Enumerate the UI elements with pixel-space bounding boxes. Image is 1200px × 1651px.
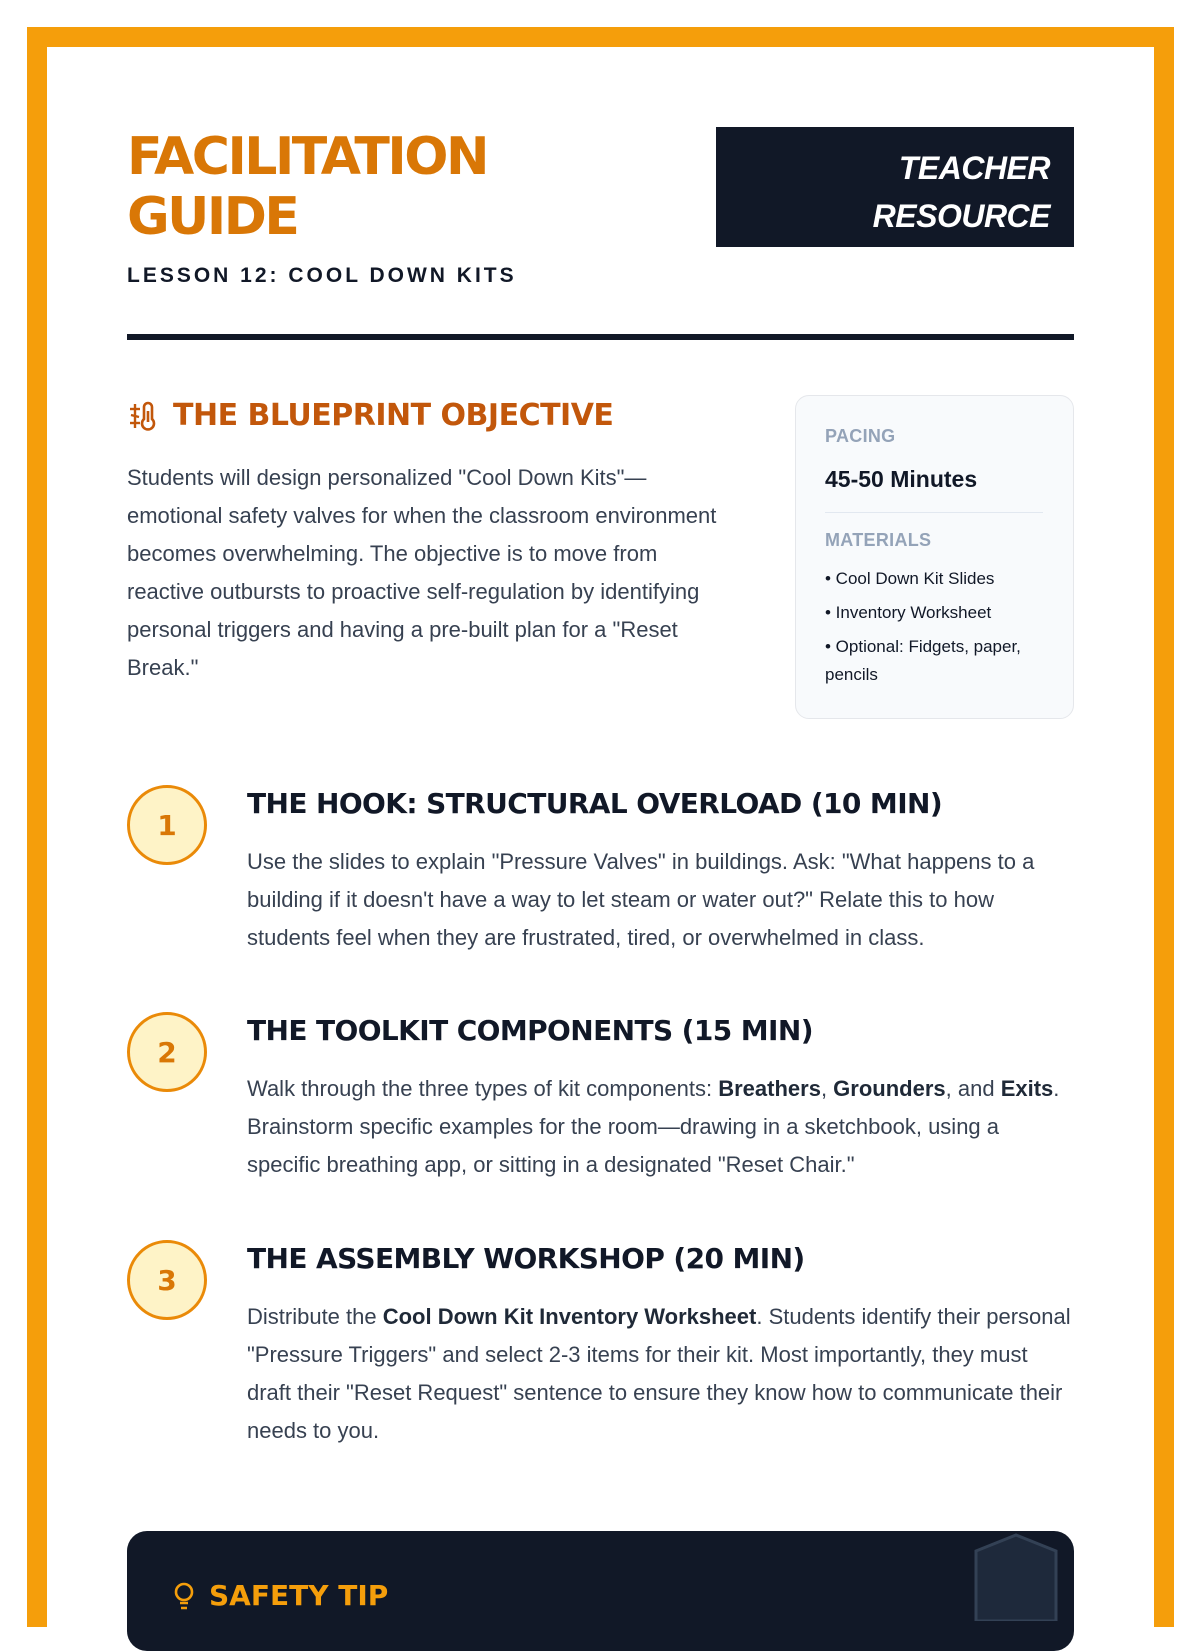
step-number-badge: 1 <box>127 785 207 865</box>
safety-tip-box <box>127 1531 1074 1651</box>
document-title <box>127 127 647 247</box>
lesson-label: LESSON 12: COOL DOWN KITS <box>127 264 517 287</box>
materials-list <box>825 565 1043 689</box>
worksheet-name: Cool Down Kit Inventory Worksheet <box>382 1304 757 1329</box>
materials-item: • Inventory Worksheet <box>825 603 992 622</box>
materials-item: • Optional: Fidgets, paper, pencils <box>825 637 1021 684</box>
component-grounders: Grounders <box>833 1076 946 1101</box>
safety-tip-label: SAFETY TIP <box>209 1579 389 1612</box>
lightbulb-icon <box>171 1581 197 1611</box>
step-number-badge: 2 <box>127 1012 207 1092</box>
objective-heading <box>127 398 613 433</box>
materials-item: • Cool Down Kit Slides <box>825 569 995 588</box>
component-breathers: Breathers <box>718 1076 821 1101</box>
materials-label: MATERIALS <box>825 530 932 550</box>
pacing-materials-card <box>795 395 1074 719</box>
card-divider <box>825 512 1043 513</box>
safety-tip-title <box>171 1579 388 1612</box>
step-number-badge: 3 <box>127 1240 207 1320</box>
pacing-value: 45-50 Minutes <box>825 466 978 492</box>
badge-line-1: TEACHER <box>898 150 1050 186</box>
step-text: Distribute the Cool Down Kit Inventory Worksheet. Students identify their personal "Pressure Triggers" and select 2-3 items for their kit. Most importantly, they must draft their "Reset Request" sentence to ensure they know how to communicate their needs to you. <box>247 1304 1071 1443</box>
pacing-label: PACING <box>825 426 896 446</box>
header-divider <box>127 334 1074 340</box>
shield-icon <box>954 1531 1074 1621</box>
objective-heading-text: THE BLUEPRINT OBJECTIVE <box>173 398 614 433</box>
teacher-resource-badge <box>716 127 1074 247</box>
step-title: THE ASSEMBLY WORKSHOP (20 MIN) <box>247 1242 805 1275</box>
component-exits: Exits <box>1000 1076 1054 1101</box>
step-title: THE TOOLKIT COMPONENTS (15 MIN) <box>247 1014 813 1047</box>
thermometer-icon <box>127 399 161 433</box>
badge-line-2: RESOURCE <box>872 198 1050 234</box>
step-text: Use the slides to explain "Pressure Valves" in buildings. Ask: "What happens to a building if it doesn't have a way to let steam or water out?" Relate this to how students feel when they are frustrated, tired, or overwhelmed in class. <box>247 849 1035 950</box>
objective-text: Students will design personalized "Cool Down Kits"—emotional safety valves for when the classroom environment becomes overwhelming. The objective is to move from reactive outbursts to proactive self-regulation by identifying personal triggers and having a pre-built plan for a "Reset Break." <box>127 465 717 680</box>
title-line-1: FACILITATION <box>127 127 487 187</box>
title-line-2: GUIDE <box>127 187 298 247</box>
step-title: THE HOOK: STRUCTURAL OVERLOAD (10 MIN) <box>247 787 943 820</box>
step-text: Walk through the three types of kit components: Breathers, Grounders, and Exits. Brainstorm specific examples for the room—drawing in a sketchbook, using a specific breathing app, or sitting in a designated "Reset Chair." <box>247 1076 1060 1177</box>
